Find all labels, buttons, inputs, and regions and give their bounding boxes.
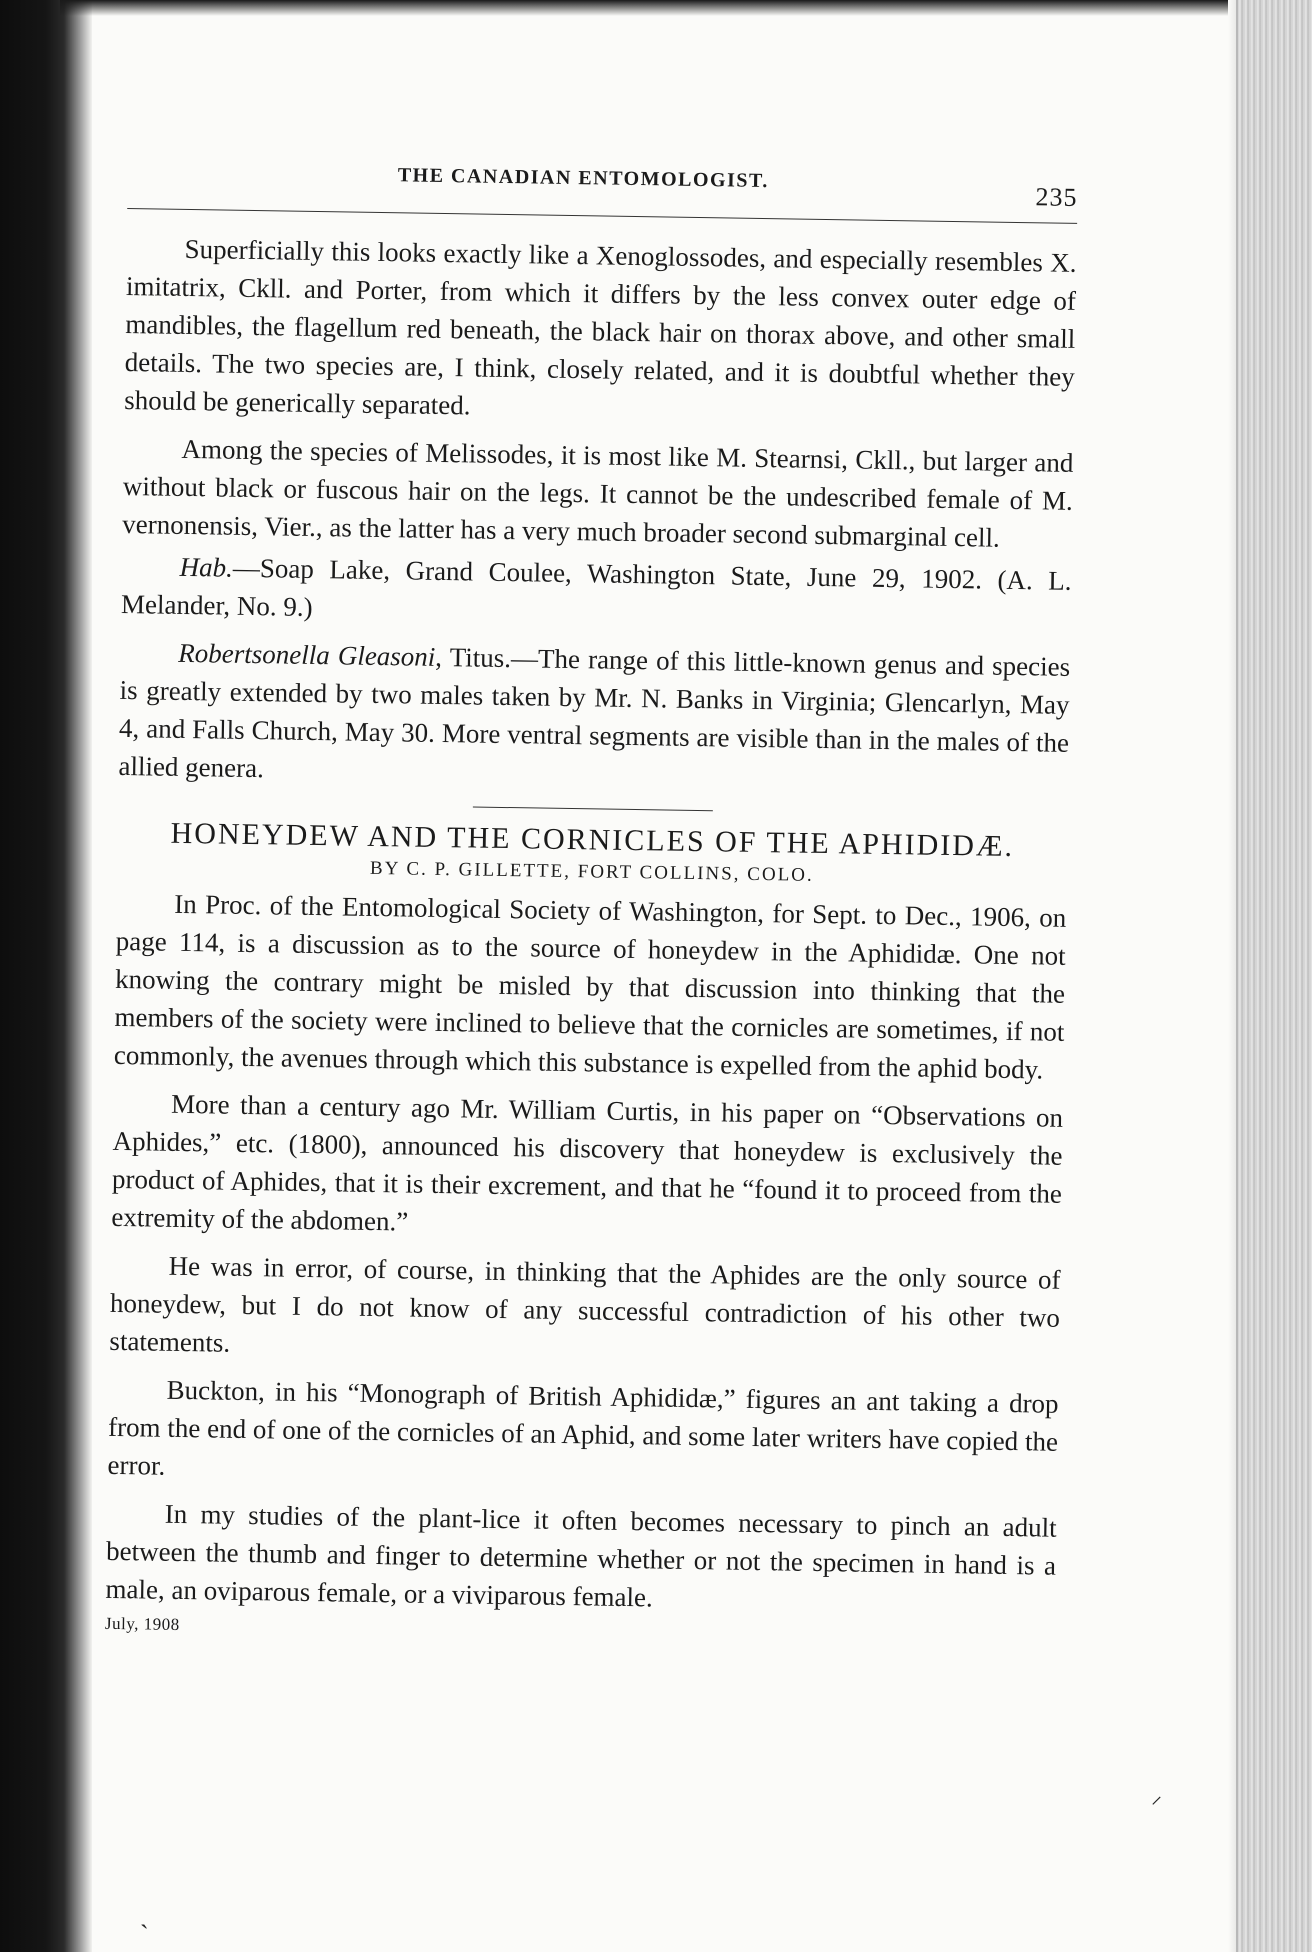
scan-mark-icon: ⸝ (1150, 1783, 1162, 1808)
page-number: 235 (1035, 182, 1078, 212)
running-head (127, 160, 1078, 223)
top-shadow (60, 0, 1250, 16)
section-divider (473, 806, 713, 811)
article-paragraph: More than a century ago Mr. William Curtis, in his paper on “Observations on Aphides,” etc. (1800), announced his discovery that honeydew is exclusively the product of Aphides, that it is their excrement, and that he “found it to proceed from the extremity of the abdomen.” (111, 1088, 1064, 1237)
robertsonella-name: Robertsonella Gleasoni (178, 637, 436, 672)
paragraph-habitat (121, 547, 1072, 638)
binding-shadow (0, 0, 92, 1952)
date-signature: July, 1908 (104, 1613, 180, 1634)
page-content (105, 160, 1078, 1649)
article-title: HONEYDEW AND THE CORNICLES OF THE APHIDIDÆ. (170, 816, 1015, 864)
article-paragraph: He was in error, of course, in thinking that the Aphides are the only source of honeydew, but I do not know of any successful contradiction of his other two statements. (109, 1250, 1061, 1358)
running-title: THE CANADIAN ENTOMOLOGIST. (397, 164, 770, 193)
article-byline: BY C. P. GILLETTE, FORT COLLINS, COLO. (369, 857, 814, 886)
corner-mark-icon: ˎ (140, 1900, 149, 1929)
article-paragraph: In my studies of the plant-lice it often becomes necessary to pinch an adult between the thumb and finger to determine whether or not the specimen in hand is a male, an oviparous female, or a viviparous female. (105, 1498, 1057, 1613)
page-edges (1236, 0, 1312, 1952)
hab-label: Hab. (179, 551, 234, 583)
hab-text: —Soap Lake, Grand Coulee, Washington State, June 29, 1902. (A. L. Melander, No. 9.) (120, 552, 1072, 622)
paragraph-xenoglossodes: Superficially this looks exactly like a Xenoglossodes, and especially resembles X. imitatrix, Ckll. and Porter, from which it differs by the less convex outer edge of mandibles, the flagellum red beneath, the black hair on thorax above, and other small details. The two species are, I think, closely related, and it is doubtful whether they should be generically separated. (123, 233, 1077, 421)
paragraph-robertsonella (118, 633, 1070, 800)
article-paragraph: In Proc. of the Entomological Society of Washington, for Sept. to Dec., 1906, on page 114, is a discussion as to the source of honeydew in the Aphididæ. One not knowing the contrary might be misled by that discussion into thinking that the members of the society were inclined to believe that the cornicles are sometimes, if not commonly, the avenues through which this substance is expelled from the aphid body. (113, 888, 1067, 1085)
paragraph-melissodes: Among the species of Melissodes, it is most like M. Stearnsi, Ckll., but larger and without black or fuscous hair on the legs. It cannot be the undescribed female of M. vernonensis, Vier., as the latter has a very much broader second submarginal cell. (122, 433, 1074, 553)
robertsonella-text: , Titus.—The range of this little-known genus and species is greatly extended by two males taken by Mr. N. Banks in Virginia; Glencarlyn, May 4, and Falls Church, May 30. More ventral segments are visible than in the males of the allied genera. (118, 641, 1071, 784)
article-paragraph: Buckton, in his “Monograph of British Aphididæ,” figures an ant taking a drop from the end of one of the cornicles of an Aphid, and some later writers have copied the error. (107, 1374, 1059, 1481)
